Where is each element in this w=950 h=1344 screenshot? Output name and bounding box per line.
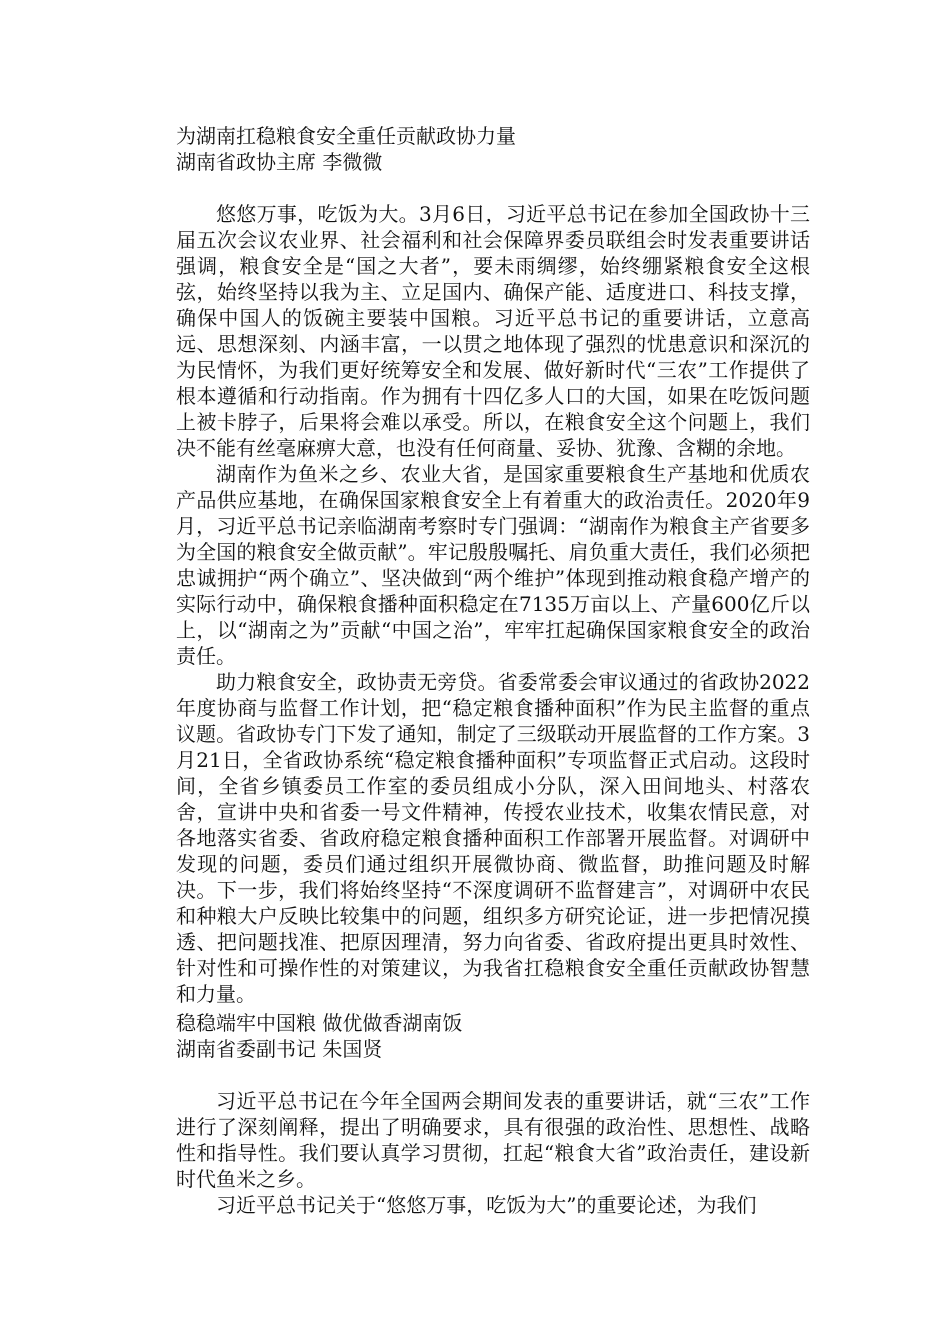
article-paragraph: 湖南作为鱼米之乡、农业大省，是国家重要粮食生产基地和优质农产品供应基地，在确保国家粮食安全上有着重大的政治责任。2020年9月，习近平总书记亲临湖南考察时专门强调：“湖南作为粮食主产省要多为全国的粮食安全做贡献”。牢记殷殷嘱托、肩负重大责任，我们必须把忠诚拥护“两个确立”、坚决做到“两个维护”体现到推动粮食稳产增产的实际行动中，确保粮食播种面积稳定在7135万亩以上、产量600亿斤以上，以“湖南之为”贡献“中国之治”，牢牢扛起确保国家粮食安全的政治责任。	[176, 462, 810, 668]
article-byline: 湖南省委副书记 朱国贤	[176, 1037, 383, 1061]
article-paragraph: 助力粮食安全，政协责无旁贷。省委常委会审议通过的省政协2022年度协商与监督工作计划，把“稳定粮食播种面积”作为民主监督的重点议题。省政协专门下发了通知，制定了三级联动开展监督的工作方案。3月21日，全省政协系统“稳定粮食播种面积”专项监督正式启动。这段时间，全省乡镇委员工作室的委员组成小分队，深入田间地头、村落农舍，宣讲中央和省委一号文件精神，传授农业技术，收集农情民意，对各地落实省委、省政府稳定粮食播种面积工作部署开展监督。对调研中发现的问题，委员们通过组织开展微协商、微监督，助推问题及时解决。下一步，我们将始终坚持“不深度调研不监督建言”，对调研中农民和种粮大户反映比较集中的问题，组织多方研究论证，进一步把情况摸透、把问题找准、把原因理清，努力向省委、省政府提出更具时效性、针对性和可操作性的对策建议，为我省扛稳粮食安全重任贡献政协智慧和力量。	[176, 670, 810, 1006]
article-byline: 湖南省政协主席 李微微	[176, 150, 383, 174]
article-paragraph: 习近平总书记关于“悠悠万事，吃饭为大”的重要论述，为我们	[216, 1193, 757, 1217]
article-grain-security-cppcc	[176, 123, 810, 1007]
article-paragraph: 悠悠万事，吃饭为大。3月6日，习近平总书记在参加全国政协十三届五次会议农业界、社会福利和社会保障界委员联组会时发表重要讲话强调，粮食安全是“国之大者”，要未雨绸缪，始终绷紧粮食安全这根弦，始终坚持以我为主、立足国内、确保产能、适度进口、科技支撑，确保中国人的饭碗主要装中国粮。习近平总书记的重要讲话，立意高远、思想深刻、内涵丰富，一以贯之地体现了强烈的忧患意识和深沉的为民情怀，为我们更好统筹安全和发展、做好新时代“三农”工作提供了根本遵循和行动指南。作为拥有十四亿多人口的大国，如果在吃饭问题上被卡脖子，后果将会难以承受。所以，在粮食安全这个问题上，我们决不能有丝毫麻痹大意，也没有任何商量、妥协、犹豫、含糊的余地。	[176, 202, 810, 460]
article-hunan-rice	[176, 1010, 810, 1218]
article-paragraph: 习近平总书记在今年全国两会期间发表的重要讲话，就“三农”工作进行了深刻阐释，提出了明确要求，具有很强的政治性、思想性、战略性和指导性。我们要认真学习贯彻，扛起“粮食大省”政治责任，建设新时代鱼米之乡。	[176, 1089, 810, 1191]
article-title: 为湖南扛稳粮食安全重任贡献政协力量	[176, 124, 516, 148]
article-title: 稳稳端牢中国粮 做优做香湖南饭	[176, 1011, 463, 1035]
